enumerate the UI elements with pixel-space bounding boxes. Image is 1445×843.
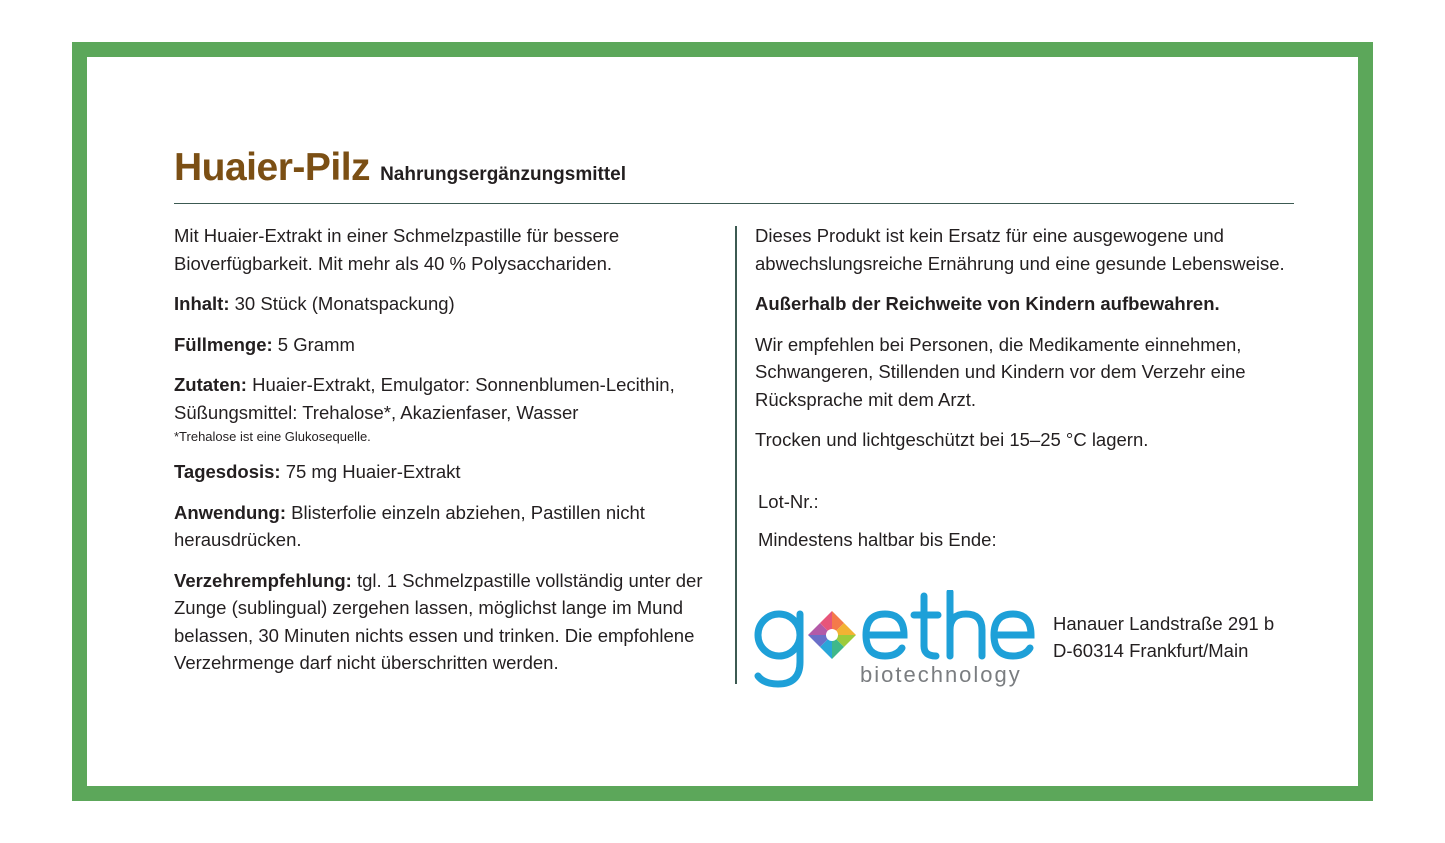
zutaten-label: Zutaten: [174,374,247,395]
intro-text: Mit Huaier-Extrakt in einer Schmelzpastille für bessere Bioverfügbarkeit. Mit mehr als 40 % Polysacchariden. [174,225,620,274]
left-column [174,222,719,690]
lagerung-text: Trocken und lichtgeschützt bei 15–25 °C lagern. [755,429,1149,450]
logo-flower-icon [808,611,856,659]
zutaten-value: Huaier-Extrakt, Emulgator: Sonnenblumen-Lecithin, Süßungsmittel: Trehalose*, Akazienfaser, Wasser [174,374,675,423]
tagesdosis-label: Tagesdosis: [174,461,281,482]
goethe-logo [752,590,1037,690]
empfehlung-text: Wir empfehlen bei Personen, die Medikamente einnehmen, Schwangeren, Stillenden und Kindern vor dem Verzehr eine Rücksprache mit dem Arzt. [755,333,1246,410]
right-column [755,222,1295,467]
verzehr-value: tgl. 1 Schmelzpastille vollständig unter der Zunge (sublingual) zergehen lassen, möglichst lange im Mund belassen, 30 Minuten nichts essen und trinken. Die empfohlene Verzehrmenge darf nicht überschritten werden. [174,569,703,673]
anwendung-value: Blisterfolie einzeln abziehen, Pastillen nicht herausdrücken. [174,501,645,550]
zutaten-line [174,371,694,426]
product-category: Nahrungsergänzungsmittel [380,164,627,185]
fuellmenge-value: 5 Gramm [272,333,355,355]
inhalt-value: 30 Stück (Monatspackung) [229,293,455,314]
anwendung-label: Anwendung: [174,501,287,523]
tagesdosis-value: 75 mg Huaier-Extrakt [280,461,461,482]
logo-subtitle: biotechnology [860,662,1022,687]
ersatz-text: Dieses Produkt ist kein Ersatz für eine ausgewogene und abwechslungsreiche Ernährung und eine gesunde Lebensweise. [755,225,1285,274]
verzehr-label: Verzehrempfehlung: [174,569,352,591]
title-row [174,146,1294,204]
logo-letter-g [758,614,800,684]
logo-letters-ethe [866,592,1031,656]
address-street: Hanauer Landstraße 291 b [1053,613,1275,634]
kinder-warning: Außerhalb der Reichweite von Kindern aufbewahren. [755,293,1220,314]
fuellmenge-line [174,331,719,359]
product-title: Huaier-Pilz [174,146,371,189]
inhalt-label: Inhalt: [174,293,230,314]
lot-number-label: Lot-Nr.: [758,491,819,512]
inhalt-line [174,290,719,318]
tagesdosis-line [174,458,719,486]
column-divider [735,226,737,684]
zutaten-footnote: *Trehalose ist eine Glukosequelle. [174,429,371,444]
verzehr-line [174,567,704,677]
fuellmenge-label: Füllmenge: [174,333,273,355]
address-city: D-60314 Frankfurt/Main [1053,640,1249,661]
company-address [1053,610,1274,664]
best-before-label: Mindestens haltbar bis Ende: [758,529,997,550]
anwendung-line [174,499,674,554]
